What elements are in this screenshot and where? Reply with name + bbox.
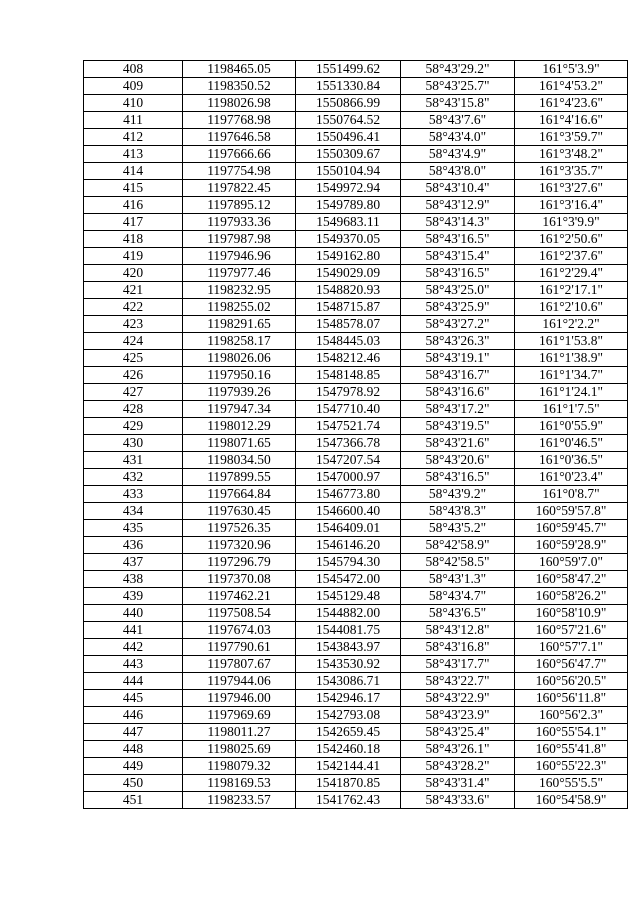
longitude-cell: 161°3'59.7" xyxy=(515,129,628,146)
x-coordinate-cell: 1197320.96 xyxy=(183,537,296,554)
point-number-cell: 419 xyxy=(84,248,183,265)
y-coordinate-cell: 1545794.30 xyxy=(296,554,401,571)
longitude-cell: 161°0'23.4" xyxy=(515,469,628,486)
longitude-cell: 160°56'11.8" xyxy=(515,690,628,707)
x-coordinate-cell: 1198011.27 xyxy=(183,724,296,741)
longitude-cell: 161°0'46.5" xyxy=(515,435,628,452)
longitude-cell: 161°0'8.7" xyxy=(515,486,628,503)
y-coordinate-cell: 1549029.09 xyxy=(296,265,401,282)
table-row xyxy=(84,95,628,112)
point-number-cell: 429 xyxy=(84,418,183,435)
point-number-cell: 408 xyxy=(84,61,183,78)
latitude-cell: 58°43'23.9" xyxy=(401,707,515,724)
point-number-cell: 442 xyxy=(84,639,183,656)
point-number-cell: 416 xyxy=(84,197,183,214)
y-coordinate-cell: 1547366.78 xyxy=(296,435,401,452)
longitude-cell: 161°2'10.6" xyxy=(515,299,628,316)
point-number-cell: 413 xyxy=(84,146,183,163)
table-row xyxy=(84,265,628,282)
latitude-cell: 58°43'25.4" xyxy=(401,724,515,741)
table-row xyxy=(84,214,628,231)
x-coordinate-cell: 1197674.03 xyxy=(183,622,296,639)
point-number-cell: 448 xyxy=(84,741,183,758)
y-coordinate-cell: 1550496.41 xyxy=(296,129,401,146)
point-number-cell: 438 xyxy=(84,571,183,588)
table-row xyxy=(84,61,628,78)
y-coordinate-cell: 1544882.00 xyxy=(296,605,401,622)
longitude-cell: 161°2'50.6" xyxy=(515,231,628,248)
latitude-cell: 58°43'8.3" xyxy=(401,503,515,520)
x-coordinate-cell: 1198258.17 xyxy=(183,333,296,350)
longitude-cell: 161°1'24.1" xyxy=(515,384,628,401)
latitude-cell: 58°43'25.7" xyxy=(401,78,515,95)
x-coordinate-cell: 1197969.69 xyxy=(183,707,296,724)
table-row xyxy=(84,673,628,690)
y-coordinate-cell: 1548212.46 xyxy=(296,350,401,367)
y-coordinate-cell: 1544081.75 xyxy=(296,622,401,639)
point-number-cell: 447 xyxy=(84,724,183,741)
latitude-cell: 58°43'12.9" xyxy=(401,197,515,214)
y-coordinate-cell: 1551330.84 xyxy=(296,78,401,95)
longitude-cell: 161°4'23.6" xyxy=(515,95,628,112)
x-coordinate-cell: 1197646.58 xyxy=(183,129,296,146)
point-number-cell: 409 xyxy=(84,78,183,95)
latitude-cell: 58°43'31.4" xyxy=(401,775,515,792)
x-coordinate-cell: 1197630.45 xyxy=(183,503,296,520)
table-row xyxy=(84,537,628,554)
latitude-cell: 58°43'14.3" xyxy=(401,214,515,231)
x-coordinate-cell: 1197526.35 xyxy=(183,520,296,537)
table-row xyxy=(84,605,628,622)
longitude-cell: 160°59'57.8" xyxy=(515,503,628,520)
longitude-cell: 161°2'17.1" xyxy=(515,282,628,299)
latitude-cell: 58°43'20.6" xyxy=(401,452,515,469)
x-coordinate-cell: 1198291.65 xyxy=(183,316,296,333)
point-number-cell: 410 xyxy=(84,95,183,112)
table-row xyxy=(84,724,628,741)
point-number-cell: 427 xyxy=(84,384,183,401)
point-number-cell: 421 xyxy=(84,282,183,299)
longitude-cell: 161°2'37.6" xyxy=(515,248,628,265)
point-number-cell: 411 xyxy=(84,112,183,129)
y-coordinate-cell: 1548445.03 xyxy=(296,333,401,350)
longitude-cell: 160°58'10.9" xyxy=(515,605,628,622)
x-coordinate-cell: 1198255.02 xyxy=(183,299,296,316)
point-number-cell: 417 xyxy=(84,214,183,231)
longitude-cell: 161°4'53.2" xyxy=(515,78,628,95)
latitude-cell: 58°43'26.3" xyxy=(401,333,515,350)
point-number-cell: 446 xyxy=(84,707,183,724)
y-coordinate-cell: 1545472.00 xyxy=(296,571,401,588)
longitude-cell: 160°57'7.1" xyxy=(515,639,628,656)
table-row xyxy=(84,707,628,724)
point-number-cell: 437 xyxy=(84,554,183,571)
table-row xyxy=(84,486,628,503)
y-coordinate-cell: 1549789.80 xyxy=(296,197,401,214)
x-coordinate-cell: 1198350.52 xyxy=(183,78,296,95)
table-row xyxy=(84,384,628,401)
table-row xyxy=(84,180,628,197)
table-row xyxy=(84,452,628,469)
x-coordinate-cell: 1197790.61 xyxy=(183,639,296,656)
longitude-cell: 160°59'7.0" xyxy=(515,554,628,571)
point-number-cell: 426 xyxy=(84,367,183,384)
x-coordinate-cell: 1198233.57 xyxy=(183,792,296,809)
y-coordinate-cell: 1548715.87 xyxy=(296,299,401,316)
longitude-cell: 160°57'21.6" xyxy=(515,622,628,639)
table-row xyxy=(84,146,628,163)
latitude-cell: 58°43'17.7" xyxy=(401,656,515,673)
table-row xyxy=(84,690,628,707)
table-row xyxy=(84,163,628,180)
y-coordinate-cell: 1549370.05 xyxy=(296,231,401,248)
latitude-cell: 58°43'4.0" xyxy=(401,129,515,146)
latitude-cell: 58°43'26.1" xyxy=(401,741,515,758)
point-number-cell: 414 xyxy=(84,163,183,180)
point-number-cell: 423 xyxy=(84,316,183,333)
point-number-cell: 444 xyxy=(84,673,183,690)
x-coordinate-cell: 1197950.16 xyxy=(183,367,296,384)
x-coordinate-cell: 1197944.06 xyxy=(183,673,296,690)
table-row xyxy=(84,367,628,384)
latitude-cell: 58°43'15.4" xyxy=(401,248,515,265)
y-coordinate-cell: 1545129.48 xyxy=(296,588,401,605)
x-coordinate-cell: 1198025.69 xyxy=(183,741,296,758)
x-coordinate-cell: 1197664.84 xyxy=(183,486,296,503)
table-row xyxy=(84,418,628,435)
latitude-cell: 58°43'8.0" xyxy=(401,163,515,180)
latitude-cell: 58°43'28.2" xyxy=(401,758,515,775)
table-row xyxy=(84,639,628,656)
table-row xyxy=(84,197,628,214)
y-coordinate-cell: 1551499.62 xyxy=(296,61,401,78)
latitude-cell: 58°42'58.5" xyxy=(401,554,515,571)
longitude-cell: 161°1'34.7" xyxy=(515,367,628,384)
point-number-cell: 445 xyxy=(84,690,183,707)
table-row xyxy=(84,333,628,350)
point-number-cell: 422 xyxy=(84,299,183,316)
longitude-cell: 161°1'7.5" xyxy=(515,401,628,418)
longitude-cell: 161°3'27.6" xyxy=(515,180,628,197)
latitude-cell: 58°43'17.2" xyxy=(401,401,515,418)
longitude-cell: 161°3'16.4" xyxy=(515,197,628,214)
y-coordinate-cell: 1550764.52 xyxy=(296,112,401,129)
latitude-cell: 58°43'10.4" xyxy=(401,180,515,197)
x-coordinate-cell: 1197977.46 xyxy=(183,265,296,282)
table-row xyxy=(84,588,628,605)
point-number-cell: 418 xyxy=(84,231,183,248)
longitude-cell: 160°55'22.3" xyxy=(515,758,628,775)
longitude-cell: 160°58'26.2" xyxy=(515,588,628,605)
x-coordinate-cell: 1197822.45 xyxy=(183,180,296,197)
y-coordinate-cell: 1543843.97 xyxy=(296,639,401,656)
y-coordinate-cell: 1549162.80 xyxy=(296,248,401,265)
longitude-cell: 161°1'53.8" xyxy=(515,333,628,350)
y-coordinate-cell: 1542946.17 xyxy=(296,690,401,707)
longitude-cell: 161°1'38.9" xyxy=(515,350,628,367)
x-coordinate-cell: 1198026.06 xyxy=(183,350,296,367)
latitude-cell: 58°43'19.5" xyxy=(401,418,515,435)
longitude-cell: 161°0'36.5" xyxy=(515,452,628,469)
x-coordinate-cell: 1198169.53 xyxy=(183,775,296,792)
point-number-cell: 428 xyxy=(84,401,183,418)
y-coordinate-cell: 1548148.85 xyxy=(296,367,401,384)
x-coordinate-cell: 1197895.12 xyxy=(183,197,296,214)
y-coordinate-cell: 1542793.08 xyxy=(296,707,401,724)
point-number-cell: 431 xyxy=(84,452,183,469)
latitude-cell: 58°43'27.2" xyxy=(401,316,515,333)
longitude-cell: 160°58'47.2" xyxy=(515,571,628,588)
y-coordinate-cell: 1543086.71 xyxy=(296,673,401,690)
y-coordinate-cell: 1550309.67 xyxy=(296,146,401,163)
latitude-cell: 58°43'16.5" xyxy=(401,265,515,282)
table-row xyxy=(84,435,628,452)
point-number-cell: 420 xyxy=(84,265,183,282)
table-row xyxy=(84,520,628,537)
y-coordinate-cell: 1549972.94 xyxy=(296,180,401,197)
latitude-cell: 58°43'12.8" xyxy=(401,622,515,639)
y-coordinate-cell: 1550866.99 xyxy=(296,95,401,112)
table-row xyxy=(84,775,628,792)
latitude-cell: 58°43'6.5" xyxy=(401,605,515,622)
point-number-cell: 434 xyxy=(84,503,183,520)
longitude-cell: 160°59'45.7" xyxy=(515,520,628,537)
y-coordinate-cell: 1542144.41 xyxy=(296,758,401,775)
x-coordinate-cell: 1198012.29 xyxy=(183,418,296,435)
longitude-cell: 161°4'16.6" xyxy=(515,112,628,129)
x-coordinate-cell: 1197946.96 xyxy=(183,248,296,265)
latitude-cell: 58°43'4.7" xyxy=(401,588,515,605)
y-coordinate-cell: 1546773.80 xyxy=(296,486,401,503)
point-number-cell: 436 xyxy=(84,537,183,554)
x-coordinate-cell: 1198071.65 xyxy=(183,435,296,452)
table-row xyxy=(84,231,628,248)
y-coordinate-cell: 1543530.92 xyxy=(296,656,401,673)
point-number-cell: 412 xyxy=(84,129,183,146)
latitude-cell: 58°43'16.8" xyxy=(401,639,515,656)
y-coordinate-cell: 1548578.07 xyxy=(296,316,401,333)
y-coordinate-cell: 1547207.54 xyxy=(296,452,401,469)
latitude-cell: 58°43'15.8" xyxy=(401,95,515,112)
longitude-cell: 161°3'9.9" xyxy=(515,214,628,231)
y-coordinate-cell: 1547521.74 xyxy=(296,418,401,435)
longitude-cell: 160°59'28.9" xyxy=(515,537,628,554)
y-coordinate-cell: 1542460.18 xyxy=(296,741,401,758)
coordinates-table xyxy=(83,60,628,809)
point-number-cell: 451 xyxy=(84,792,183,809)
x-coordinate-cell: 1197666.66 xyxy=(183,146,296,163)
longitude-cell: 160°56'47.7" xyxy=(515,656,628,673)
x-coordinate-cell: 1197754.98 xyxy=(183,163,296,180)
table-row xyxy=(84,622,628,639)
x-coordinate-cell: 1198034.50 xyxy=(183,452,296,469)
x-coordinate-cell: 1197987.98 xyxy=(183,231,296,248)
coordinates-table-body xyxy=(84,61,628,809)
point-number-cell: 443 xyxy=(84,656,183,673)
point-number-cell: 449 xyxy=(84,758,183,775)
longitude-cell: 161°3'35.7" xyxy=(515,163,628,180)
longitude-cell: 160°54'58.9" xyxy=(515,792,628,809)
x-coordinate-cell: 1198465.05 xyxy=(183,61,296,78)
table-row xyxy=(84,78,628,95)
x-coordinate-cell: 1197899.55 xyxy=(183,469,296,486)
table-row xyxy=(84,112,628,129)
point-number-cell: 450 xyxy=(84,775,183,792)
point-number-cell: 415 xyxy=(84,180,183,197)
x-coordinate-cell: 1197296.79 xyxy=(183,554,296,571)
table-row xyxy=(84,554,628,571)
table-row xyxy=(84,758,628,775)
table-row xyxy=(84,248,628,265)
y-coordinate-cell: 1548820.93 xyxy=(296,282,401,299)
point-number-cell: 432 xyxy=(84,469,183,486)
longitude-cell: 160°55'5.5" xyxy=(515,775,628,792)
table-row xyxy=(84,129,628,146)
table-row xyxy=(84,571,628,588)
longitude-cell: 160°55'41.8" xyxy=(515,741,628,758)
table-row xyxy=(84,316,628,333)
x-coordinate-cell: 1197462.21 xyxy=(183,588,296,605)
latitude-cell: 58°43'25.9" xyxy=(401,299,515,316)
x-coordinate-cell: 1198026.98 xyxy=(183,95,296,112)
table-row xyxy=(84,792,628,809)
longitude-cell: 160°56'20.5" xyxy=(515,673,628,690)
y-coordinate-cell: 1547000.97 xyxy=(296,469,401,486)
x-coordinate-cell: 1198232.95 xyxy=(183,282,296,299)
longitude-cell: 161°0'55.9" xyxy=(515,418,628,435)
table-row xyxy=(84,401,628,418)
y-coordinate-cell: 1542659.45 xyxy=(296,724,401,741)
table-row xyxy=(84,741,628,758)
y-coordinate-cell: 1547710.40 xyxy=(296,401,401,418)
table-row xyxy=(84,503,628,520)
latitude-cell: 58°43'16.6" xyxy=(401,384,515,401)
latitude-cell: 58°43'19.1" xyxy=(401,350,515,367)
longitude-cell: 161°2'2.2" xyxy=(515,316,628,333)
x-coordinate-cell: 1197946.00 xyxy=(183,690,296,707)
point-number-cell: 439 xyxy=(84,588,183,605)
y-coordinate-cell: 1546146.20 xyxy=(296,537,401,554)
longitude-cell: 161°2'29.4" xyxy=(515,265,628,282)
x-coordinate-cell: 1197508.54 xyxy=(183,605,296,622)
y-coordinate-cell: 1549683.11 xyxy=(296,214,401,231)
point-number-cell: 424 xyxy=(84,333,183,350)
x-coordinate-cell: 1197947.34 xyxy=(183,401,296,418)
table-row xyxy=(84,282,628,299)
x-coordinate-cell: 1197933.36 xyxy=(183,214,296,231)
latitude-cell: 58°43'5.2" xyxy=(401,520,515,537)
x-coordinate-cell: 1198079.32 xyxy=(183,758,296,775)
table-row xyxy=(84,350,628,367)
point-number-cell: 430 xyxy=(84,435,183,452)
latitude-cell: 58°42'58.9" xyxy=(401,537,515,554)
latitude-cell: 58°43'9.2" xyxy=(401,486,515,503)
latitude-cell: 58°43'22.9" xyxy=(401,690,515,707)
x-coordinate-cell: 1197370.08 xyxy=(183,571,296,588)
latitude-cell: 58°43'7.6" xyxy=(401,112,515,129)
point-number-cell: 433 xyxy=(84,486,183,503)
x-coordinate-cell: 1197807.67 xyxy=(183,656,296,673)
latitude-cell: 58°43'1.3" xyxy=(401,571,515,588)
table-row xyxy=(84,469,628,486)
y-coordinate-cell: 1541762.43 xyxy=(296,792,401,809)
y-coordinate-cell: 1546409.01 xyxy=(296,520,401,537)
latitude-cell: 58°43'4.9" xyxy=(401,146,515,163)
longitude-cell: 160°55'54.1" xyxy=(515,724,628,741)
point-number-cell: 425 xyxy=(84,350,183,367)
latitude-cell: 58°43'25.0" xyxy=(401,282,515,299)
latitude-cell: 58°43'16.7" xyxy=(401,367,515,384)
point-number-cell: 435 xyxy=(84,520,183,537)
longitude-cell: 161°5'3.9" xyxy=(515,61,628,78)
latitude-cell: 58°43'16.5" xyxy=(401,469,515,486)
y-coordinate-cell: 1541870.85 xyxy=(296,775,401,792)
latitude-cell: 58°43'29.2" xyxy=(401,61,515,78)
latitude-cell: 58°43'21.6" xyxy=(401,435,515,452)
latitude-cell: 58°43'33.6" xyxy=(401,792,515,809)
point-number-cell: 441 xyxy=(84,622,183,639)
table-row xyxy=(84,656,628,673)
table-row xyxy=(84,299,628,316)
y-coordinate-cell: 1547978.92 xyxy=(296,384,401,401)
longitude-cell: 161°3'48.2" xyxy=(515,146,628,163)
y-coordinate-cell: 1546600.40 xyxy=(296,503,401,520)
x-coordinate-cell: 1197939.26 xyxy=(183,384,296,401)
y-coordinate-cell: 1550104.94 xyxy=(296,163,401,180)
latitude-cell: 58°43'16.5" xyxy=(401,231,515,248)
point-number-cell: 440 xyxy=(84,605,183,622)
x-coordinate-cell: 1197768.98 xyxy=(183,112,296,129)
latitude-cell: 58°43'22.7" xyxy=(401,673,515,690)
longitude-cell: 160°56'2.3" xyxy=(515,707,628,724)
